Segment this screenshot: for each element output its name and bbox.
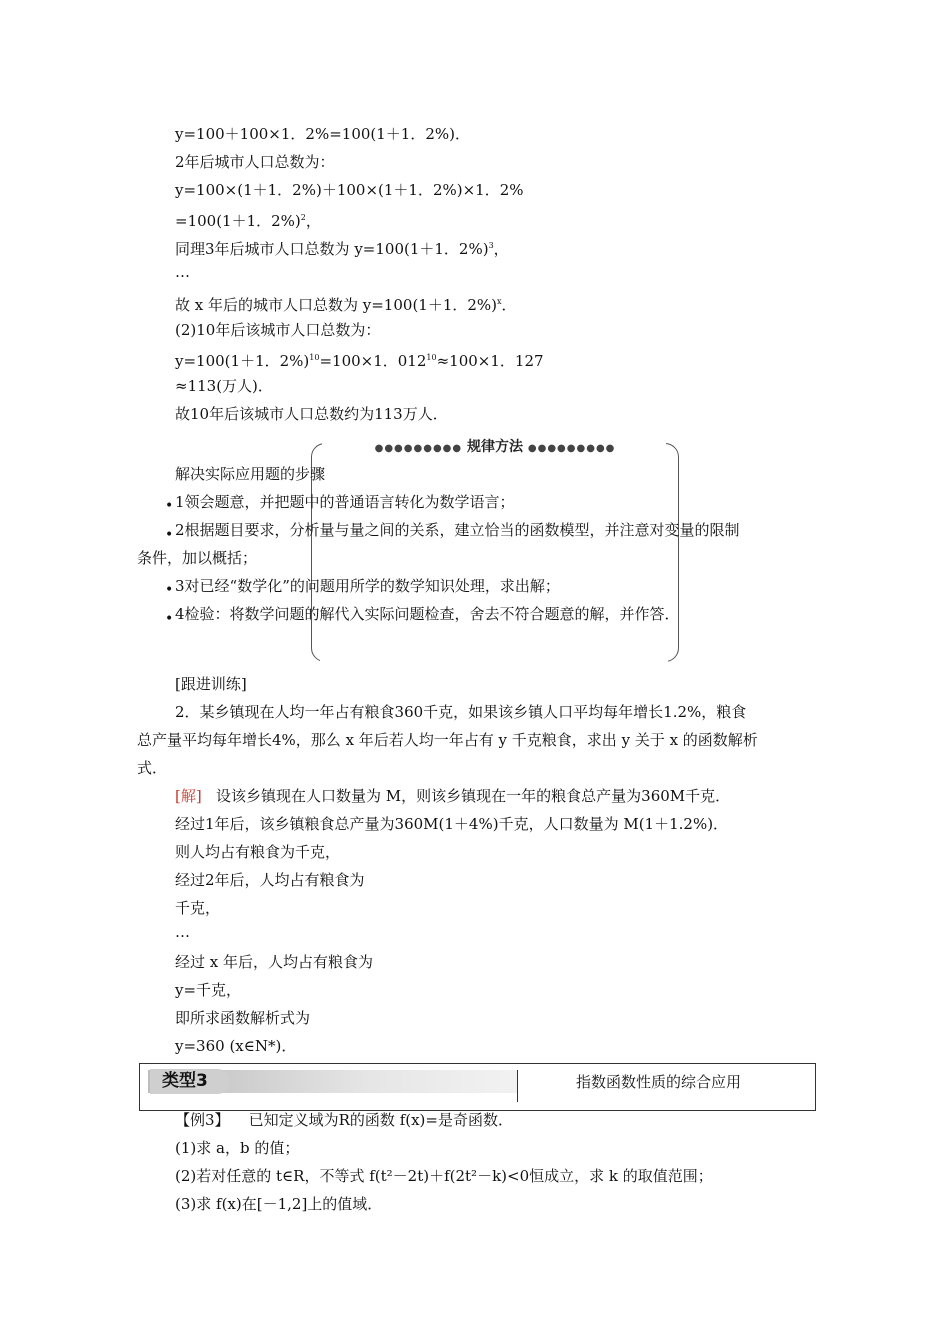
practice-solution: [解] 设该乡镇现在人口数量为 M，则该乡镇现在一年的粮食总产量为360M千克． (175, 787, 731, 805)
example-line: (1)求 a，b 的值； (175, 1139, 300, 1157)
practice-header: [跟进训练] (175, 675, 247, 693)
solution-line: (2)10年后该城市人口总数为： (175, 321, 381, 339)
solution-line: =100(1＋1．2%)$^2$， (175, 212, 321, 230)
solution-line: y=100×(1＋1．2%)＋100×(1＋1．2%)×1．2% (175, 181, 524, 199)
rule-step: 2根据题目要求，分析量与量之间的关系，建立恰当的函数模型，并注意对变量的限制 (175, 521, 740, 539)
rule-step: 1领会题意，并把题中的普通语言转化为数学语言； (175, 493, 515, 511)
example-line: 【例3】 已知定义域为R的函数 f(x)=是奇函数． (175, 1111, 513, 1129)
practice-problem: 总产量平均每年增长4%，那么 x 年后若人均一年占有 y 千克粮食，求出 y 关于 x 的函数解析 (137, 731, 758, 749)
solution-line: 2年后城市人口总数为： (175, 153, 335, 171)
rule-method-intro: 解决实际应用题的步骤 (175, 465, 326, 483)
practice-solution: y=360 (x∈N*)． (175, 1037, 297, 1055)
ellipsis: … (175, 263, 190, 281)
solution-line: y=100＋100×1．2%=100(1＋1．2%)． (175, 125, 470, 143)
solution-tag: [解] (175, 787, 202, 805)
solution-line: ≈113(万人)． (175, 377, 273, 395)
type-label: 类型3 (150, 1069, 230, 1094)
ellipsis: … (175, 923, 190, 941)
type-divider (517, 1070, 518, 1102)
type-title: 指数函数性质的综合应用 (576, 1073, 742, 1091)
rule-method-box (311, 443, 679, 662)
step-bullet: • (165, 611, 174, 627)
practice-solution: 经过2年后，人均占有粮食为 (175, 871, 365, 889)
practice-solution: y=千克， (175, 981, 242, 999)
practice-problem: 2．某乡镇现在人均一年占有粮食360千克，如果该乡镇人口平均每年增长1.2%，粮食 (175, 703, 747, 721)
rule-step: 3对已经“数学化”的问题用所学的数学知识处理，求出解； (175, 577, 560, 595)
solution-line: 同理3年后城市人口总数为 y=100(1＋1．2%)$^3$， (175, 240, 509, 258)
step-bullet: • (165, 498, 174, 514)
solution-conclusion: 故10年后该城市人口总数约为113万人． (175, 405, 448, 423)
practice-solution: 经过 x 年后，人均占有粮食为 (175, 953, 373, 971)
step-bullet: • (165, 527, 174, 543)
practice-solution: 则人均占有粮食为千克， (175, 843, 341, 861)
rule-step-cont: 条件，加以概括； (137, 549, 258, 567)
rule-step: 4检验：将数学问题的解代入实际问题检查，舍去不符合题意的解，并作答． (175, 605, 680, 623)
solution-line: y=100(1＋1．2%)$^{10}$=100×1．$012^{10}\approx 100\times 1$．127 (175, 352, 544, 370)
solution-line: 故 x 年后的城市人口总数为 y=100(1＋1．2%)$^x$． (175, 296, 517, 314)
practice-problem: 式． (137, 759, 168, 777)
example-line: (3)求 f(x)在[－1,2]上的值域． (175, 1195, 383, 1213)
step-bullet: • (165, 582, 174, 598)
rule-method-title: ●●●●●●●●● 规律方法 ●●●●●●●●● (374, 439, 616, 455)
example-line: (2)若对任意的 t∈R，不等式 f(t²－2t)＋f(2t²－k)<0恒成立，求 k 的取值范围； (175, 1167, 713, 1185)
practice-solution: 即所求函数解析式为 (175, 1009, 311, 1027)
practice-solution: 经过1年后，该乡镇粮食总产量为360M(1＋4%)千克，人口数量为 M(1＋1.2%)． (175, 815, 729, 833)
example-tag: 【例3】 (175, 1111, 230, 1129)
practice-solution: 千克， (175, 899, 221, 917)
